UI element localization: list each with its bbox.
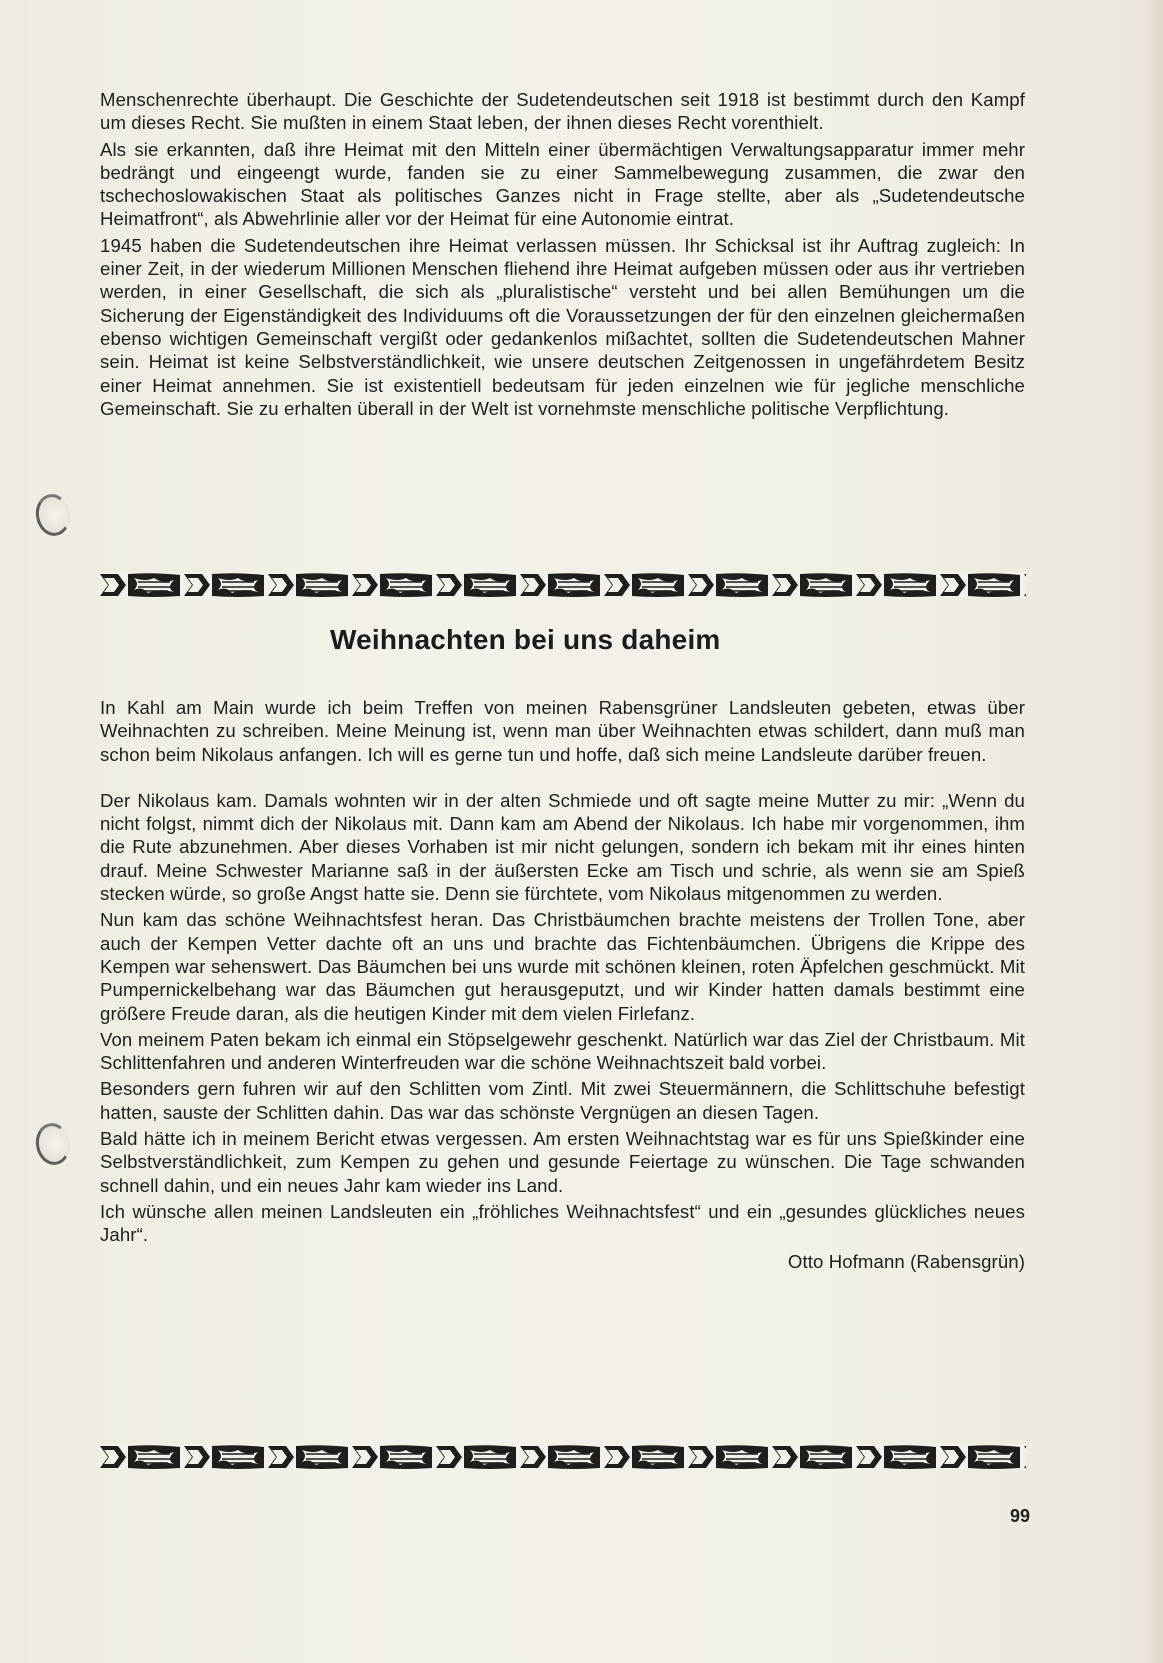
top-paragraph: 1945 haben die Sudetendeutschen ihre Heimat verlassen müssen. Ihr Schicksal ist ihr Auftrag zugleich: In einer Zeit, in der wiederum Millionen Menschen fliehend ihre Heimat aufgeben müssen oder aus ihr vertrieben werden, in einer Gesellschaft, die sich als „pluralistische“ versteht und bei allen Bemühungen um die Sicherung der Eigenständigkeit des Individuums oft die Voraussetzungen der für den einzelnen gleichermaßen ebenso wichtigen Gemeinschaft vergißt oder gedankenlos mißachtet, sollten die Sudetendeutschen Mahner sein. Heimat ist keine Selbstverständlichkeit, wie unsere deutschen Zeitgenossen in ungefährdetem Besitz einer Heimat annehmen. Sie ist existentiell bedeutsam für jeden einzelnen wie für jegliche menschliche Gemeinschaft. Sie zu erhalten überall in der Welt ist vornehmste menschliche politische Verpflichtung. xyxy=(100,234,1025,419)
punch-hole-icon xyxy=(33,1120,74,1167)
article-paragraph: Von meinem Paten bekam ich einmal ein Stöpselgewehr geschenkt. Natürlich war das Ziel der Christbaum. Mit Schlittenfahren und anderen Winterfreuden war die schöne Weihnachtszeit bald vorbei. xyxy=(100,1028,1025,1074)
paragraph-spacer xyxy=(100,769,1025,789)
article-paragraph: Besonders gern fuhren wir auf den Schlitten vom Zintl. Mit zwei Steuermännern, die Schlittschuhe befestigt hatten, sauste der Schlitten dahin. Das war das schönste Vergnügen an diesen Tagen. xyxy=(100,1078,1025,1123)
decorative-border-icon xyxy=(98,1444,1026,1470)
punch-hole-icon xyxy=(33,491,74,538)
article-body xyxy=(100,696,1025,1276)
article-intro: In Kahl am Main wurde ich beim Treffen von meinen Rabensgrüner Landsleuten gebeten, etwas über Weihnachten zu schreiben. Meine Meinung ist, wenn man über Weihnachten etwas schildert, dann muß man schon beim Nikolaus anfangen. Ich will es gerne tun und hoffe, daß sich meine Landsleute darüber freuen. xyxy=(100,697,1025,765)
top-text-block xyxy=(100,88,1025,423)
decorative-border-icon xyxy=(98,572,1026,598)
article-author: Otto Hofmann (Rabensgrün) xyxy=(787,1250,1025,1272)
article-title: Weihnachten bei uns daheim xyxy=(330,624,721,655)
top-paragraph: Menschenrechte überhaupt. Die Geschichte der Sudetendeutschen seit 1918 ist bestimmt durch den Kampf um dieses Recht. Sie mußten in einem Staat leben, der ihnen dieses Recht vorenthielt. xyxy=(100,89,1025,134)
article-paragraph: Ich wünsche allen meinen Landsleuten ein „fröhliches Weihnachtsfest“ und ein „gesundes glückliches neues Jahr“. xyxy=(100,1200,1025,1246)
top-paragraph: Als sie erkannten, daß ihre Heimat mit den Mitteln einer übermächtigen Verwaltungsapparatur immer mehr bedrängt und eingeengt wurde, fanden sie zu einer Sammelbewegung zusammen, die zwar den tschechoslowakischen Staat als politisches Ganzes nicht in Frage stellte, aber als „Sudetendeutsche Heimatfront“, als Abwehrlinie aller vor der Heimat für eine Autonomie eintrat. xyxy=(100,138,1025,230)
article-paragraph: Der Nikolaus kam. Damals wohnten wir in der alten Schmiede und oft sagte meine Mutter zu mir: „Wenn du nicht folgst, nimmt dich der Nikolaus mit. Dann kam am Abend der Nikolaus. Ich habe mir vorgenommen, ihm die Rute abzunehmen. Aber dieses Vorhaben ist mir nicht gelungen, sondern ich bekam mit ihr eines hinten drauf. Meine Schwester Marianne saß in der äußersten Ecke am Tisch und schrie, als wenn sie am Spieß stecken würde, so große Angst hatte sie. Denn sie fürchtete, vom Nikolaus mitgenommen zu werden. xyxy=(100,789,1025,905)
page-number: 99 xyxy=(1010,1506,1031,1526)
article-paragraph: Bald hätte ich in meinem Bericht etwas vergessen. Am ersten Weihnachtstag war es für uns Spießkinder eine Selbstverständlichkeit, zum Kempen zu gehen und gesunde Feiertage zu wünschen. Die Tage schwanden schnell dahin, und ein neues Jahr kam wieder ins Land. xyxy=(100,1128,1025,1196)
article-paragraph: Nun kam das schöne Weihnachtsfest heran. Das Christbäumchen brachte meistens der Trollen Tone, aber auch der Kempen Vetter dachte oft an uns und brachte das Fichtenbäumchen. Übrigens die Krippe des Kempen war sehenswert. Das Bäumchen bei uns wurde mit schönen kleinen, roten Äpfelchen geschmückt. Mit Pumpernickelbehang war das Bäumchen gut herausgeputzt, und wir Kinder hatten damals bestimmt eine größere Freude daran, als die heutigen Kinder mit dem vielen Firlefanz. xyxy=(100,909,1025,1024)
